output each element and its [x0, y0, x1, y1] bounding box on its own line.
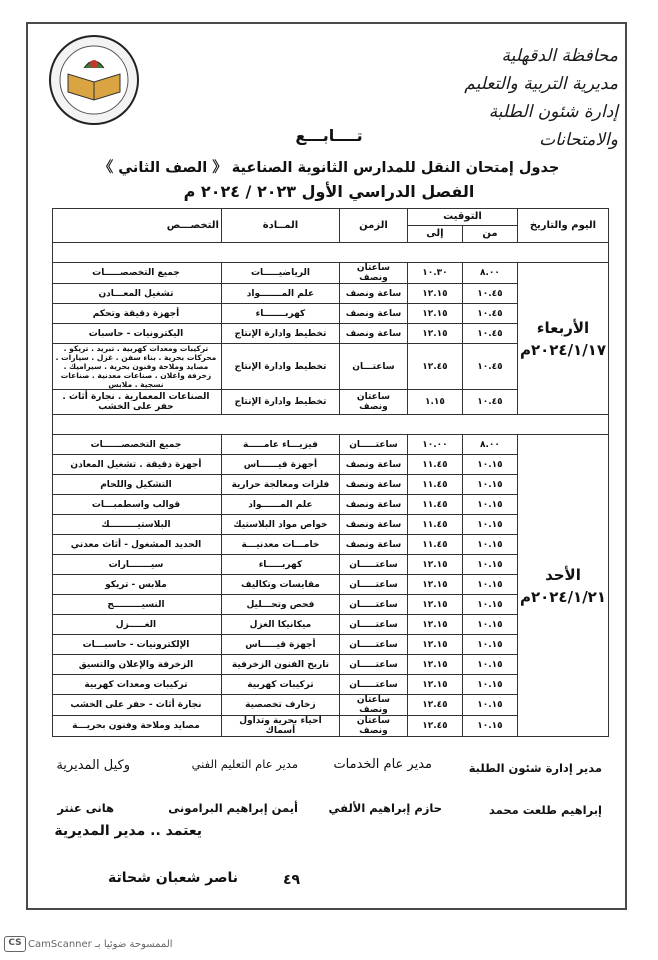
- subject: كهربـــــاء: [221, 555, 339, 575]
- time-from: ١٠.١٥: [462, 695, 517, 716]
- duration: ساعتان ونصف: [339, 263, 407, 284]
- term-title: الفصل الدراسي الأول ٢٠٢٣ / ٢٠٢٤ م: [183, 182, 475, 201]
- duration: ساعتـــــان: [339, 435, 407, 455]
- day-cell: [517, 435, 608, 737]
- duration: ساعة ونصف: [339, 495, 407, 515]
- time-from: ١٠.١٥: [462, 455, 517, 475]
- tabe-heading: تــــابـــع: [295, 126, 363, 145]
- subject: كهربـــــــاء: [221, 304, 339, 324]
- duration: ساعة ونصف: [339, 304, 407, 324]
- time-from: ١٠.١٥: [462, 495, 517, 515]
- specialty: البلاستيـــــــــك: [53, 515, 222, 535]
- specialty: الإلكترونيات - حاسبـــات: [53, 635, 222, 655]
- subject: زخارف تخصصية: [221, 695, 339, 716]
- specialty: أجهزة دقيقة وتحكم: [53, 304, 222, 324]
- duration: ساعتـــــان: [339, 575, 407, 595]
- specialty: جميع التخصصــــــات: [53, 435, 222, 455]
- duration: ساعتـــــان: [339, 595, 407, 615]
- directorate-logo: [44, 34, 144, 126]
- specialty: نجارة أثاث - حفر على الخشب: [53, 695, 222, 716]
- table-row: [53, 263, 609, 284]
- time-from: ١٠.٤٥: [462, 390, 517, 415]
- duration: ساعة ونصف: [339, 515, 407, 535]
- schedule-title: جدول إمتحان النقل للمدارس الثانوية الصناعية 《 الصف الثاني 》: [98, 160, 560, 176]
- sig-name-students-affairs: إبراهيم طلعت محمد: [488, 803, 602, 817]
- specialty: اليكترونيات - حاسبات: [53, 324, 222, 344]
- header-from: من: [462, 226, 517, 243]
- specialty: ملابس - تريكو: [53, 575, 222, 595]
- specialty: قوالب واسطمبـــات: [53, 495, 222, 515]
- header-to: إلى: [407, 226, 462, 243]
- duration: ساعة ونصف: [339, 535, 407, 555]
- header-specialty: التخصـــص: [53, 209, 222, 243]
- time-to: ١٠.٠٠: [407, 435, 462, 455]
- sig-title-deputy: وكيل المديرية: [56, 758, 130, 773]
- header-day: اليوم والتاريخ: [517, 209, 608, 243]
- subject: فلزات ومعالجة حرارية: [221, 475, 339, 495]
- time-to: ١٢.٤٥: [407, 344, 462, 390]
- duration: ساعتان ونصف: [339, 390, 407, 415]
- time-from: ١٠.٤٥: [462, 324, 517, 344]
- duration: ساعتان ونصف: [339, 695, 407, 716]
- time-to: ١٢.١٥: [407, 555, 462, 575]
- time-from: ١٠.١٥: [462, 595, 517, 615]
- duration: ساعة ونصف: [339, 455, 407, 475]
- sig-name-technical: أيمن إبراهيم البرامونى: [168, 801, 298, 815]
- duration: ساعتـــان: [339, 344, 407, 390]
- camscanner-text: الممسوحة ضوئيا بـ CamScanner: [28, 939, 173, 950]
- specialty: تركيبات ومعدات كهربية . تبريد . تريكو . محركات بحرية . بناء سفن . غزل . سيارات . مصايد وملاحة وفنون بحرية . سيراميك . زخرفة واعلان . صناعات معدنية . صناعات نسجية . ملابس: [53, 344, 222, 390]
- time-from: ١٠.١٥: [462, 475, 517, 495]
- sig-title-students-affairs: مدير إدارة شئون الطلبة: [468, 761, 602, 775]
- time-to: ١٢.١٥: [407, 655, 462, 675]
- time-from: ١٠.١٥: [462, 575, 517, 595]
- subject: تركيبات كهربية: [221, 675, 339, 695]
- subject: خواص مواد البلاستيك: [221, 515, 339, 535]
- exam-schedule-table: [52, 208, 609, 737]
- time-from: ١٠.١٥: [462, 716, 517, 737]
- subject: ميكانيكا الغزل: [221, 615, 339, 635]
- time-from: ١٠.١٥: [462, 615, 517, 635]
- specialty: النسيـــــــــج: [53, 595, 222, 615]
- time-from: ١٠.٤٥: [462, 284, 517, 304]
- duration: ساعتـــــان: [339, 655, 407, 675]
- time-from: ٨.٠٠: [462, 435, 517, 455]
- subject: فيزيـــاء عامـــــة: [221, 435, 339, 455]
- time-from: ١٠.٤٥: [462, 344, 517, 390]
- header-subject: المــادة: [221, 209, 339, 243]
- sig-title-technical: مدير عام التعليم الفني: [191, 757, 298, 771]
- subject: الرياضيـــــات: [221, 263, 339, 284]
- day-cell: [517, 263, 608, 415]
- subject: فحص وتحـــليل: [221, 595, 339, 615]
- header-line: مديرية التربية والتعليم: [464, 74, 618, 94]
- subject: علم المــــــواد: [221, 495, 339, 515]
- time-to: ١٠.٣٠: [407, 263, 462, 284]
- subject: أحياء بحرية وتداول أسماك: [221, 716, 339, 737]
- time-to: ١٢.١٥: [407, 324, 462, 344]
- time-to: ١٢.٤٥: [407, 695, 462, 716]
- subject: علم المـــــــواد: [221, 284, 339, 304]
- subject: تخطيط وادارة الإنتاج: [221, 390, 339, 415]
- time-to: ١١.٤٥: [407, 495, 462, 515]
- specialty: سيـــــــارات: [53, 555, 222, 575]
- approval-line: يعتمد .. مدير المديرية: [54, 823, 202, 839]
- duration: ساعة ونصف: [339, 284, 407, 304]
- duration: ساعتان ونصف: [339, 716, 407, 737]
- specialty: جميع التخصصـــــات: [53, 263, 222, 284]
- time-from: ١٠.١٥: [462, 655, 517, 675]
- specialty: تشغيل المعـــادن: [53, 284, 222, 304]
- day-name: الأحد: [545, 565, 581, 584]
- day-date: ٢٠٢٤/١/١٧م: [519, 340, 606, 359]
- time-to: ١.١٥: [407, 390, 462, 415]
- header-line: إدارة شئون الطلبة والامتحانات: [488, 102, 618, 150]
- header-timing: التوقيت: [407, 209, 517, 226]
- time-to: ١١.٤٥: [407, 535, 462, 555]
- subject: تخطيط وادارة الإنتاج: [221, 324, 339, 344]
- time-to: ١٢.١٥: [407, 284, 462, 304]
- sig-title-services: مدير عام الخدمات: [333, 757, 432, 772]
- time-from: ١٠.٤٥: [462, 304, 517, 324]
- time-to: ١٢.١٥: [407, 595, 462, 615]
- subject: مقايسات وتكاليف: [221, 575, 339, 595]
- time-to: ١١.٤٥: [407, 515, 462, 535]
- duration: ساعة ونصف: [339, 324, 407, 344]
- time-to: ١٢.٤٥: [407, 716, 462, 737]
- specialty: الصناعات المعمارية . نجارة أثاث . حفر على الخشب: [53, 390, 222, 415]
- table-row: [53, 435, 609, 455]
- spacer-row: [53, 243, 609, 263]
- specialty: التشكيل واللحام: [53, 475, 222, 495]
- sig-name-deputy: هانى عنتر: [57, 801, 114, 815]
- subject: خامـــات معدنيـــة: [221, 535, 339, 555]
- sig-name-services: حازم إبراهيم الألفي: [328, 801, 442, 815]
- header-line: محافظة الدقهلية: [501, 46, 618, 66]
- spacer-row: [53, 415, 609, 435]
- specialty: الحديد المشغول - أثاث معدني: [53, 535, 222, 555]
- time-to: ١٢.١٥: [407, 575, 462, 595]
- time-from: ١٠.١٥: [462, 555, 517, 575]
- time-from: ١٠.١٥: [462, 675, 517, 695]
- subject: أجهزة قيــــــاس: [221, 455, 339, 475]
- time-from: ١٠.١٥: [462, 535, 517, 555]
- specialty: أجهزة دقيقة . تشغيل المعادن: [53, 455, 222, 475]
- duration: ساعتـــــان: [339, 635, 407, 655]
- specialty: الغـــــزل: [53, 615, 222, 635]
- time-from: ١٠.١٥: [462, 635, 517, 655]
- time-from: ٨.٠٠: [462, 263, 517, 284]
- duration: ساعتـــــان: [339, 615, 407, 635]
- director-name: ناصر شعبان شحاتة: [108, 870, 238, 886]
- subject: تخطيط وادارة الإنتاج: [221, 344, 339, 390]
- time-to: ١٢.١٥: [407, 615, 462, 635]
- time-from: ١٠.١٥: [462, 515, 517, 535]
- duration: ساعتـــــان: [339, 675, 407, 695]
- time-to: ١١.٤٥: [407, 455, 462, 475]
- specialty: مصايد وملاحة وفنون بحريـــة: [53, 716, 222, 737]
- specialty: الزخرفة والإعلان والتسيق: [53, 655, 222, 675]
- header-duration: الزمن: [339, 209, 407, 243]
- table-header-row: [53, 209, 609, 226]
- time-to: ١١.٤٥: [407, 475, 462, 495]
- time-to: ١٢.١٥: [407, 675, 462, 695]
- specialty: تركيبات ومعدات كهربية: [53, 675, 222, 695]
- subject: أجهزة قيـــــاس: [221, 635, 339, 655]
- day-date: ٢٠٢٤/١/٢١م: [519, 587, 606, 606]
- subject: تاريخ الفنون الزخرفية: [221, 655, 339, 675]
- day-name: الأربعاء: [536, 318, 590, 337]
- duration: ساعة ونصف: [339, 475, 407, 495]
- time-to: ١٢.١٥: [407, 304, 462, 324]
- page-number: ٤٩: [283, 872, 301, 888]
- camscanner-logo: CS: [4, 936, 26, 952]
- duration: ساعتـــــان: [339, 555, 407, 575]
- time-to: ١٢.١٥: [407, 635, 462, 655]
